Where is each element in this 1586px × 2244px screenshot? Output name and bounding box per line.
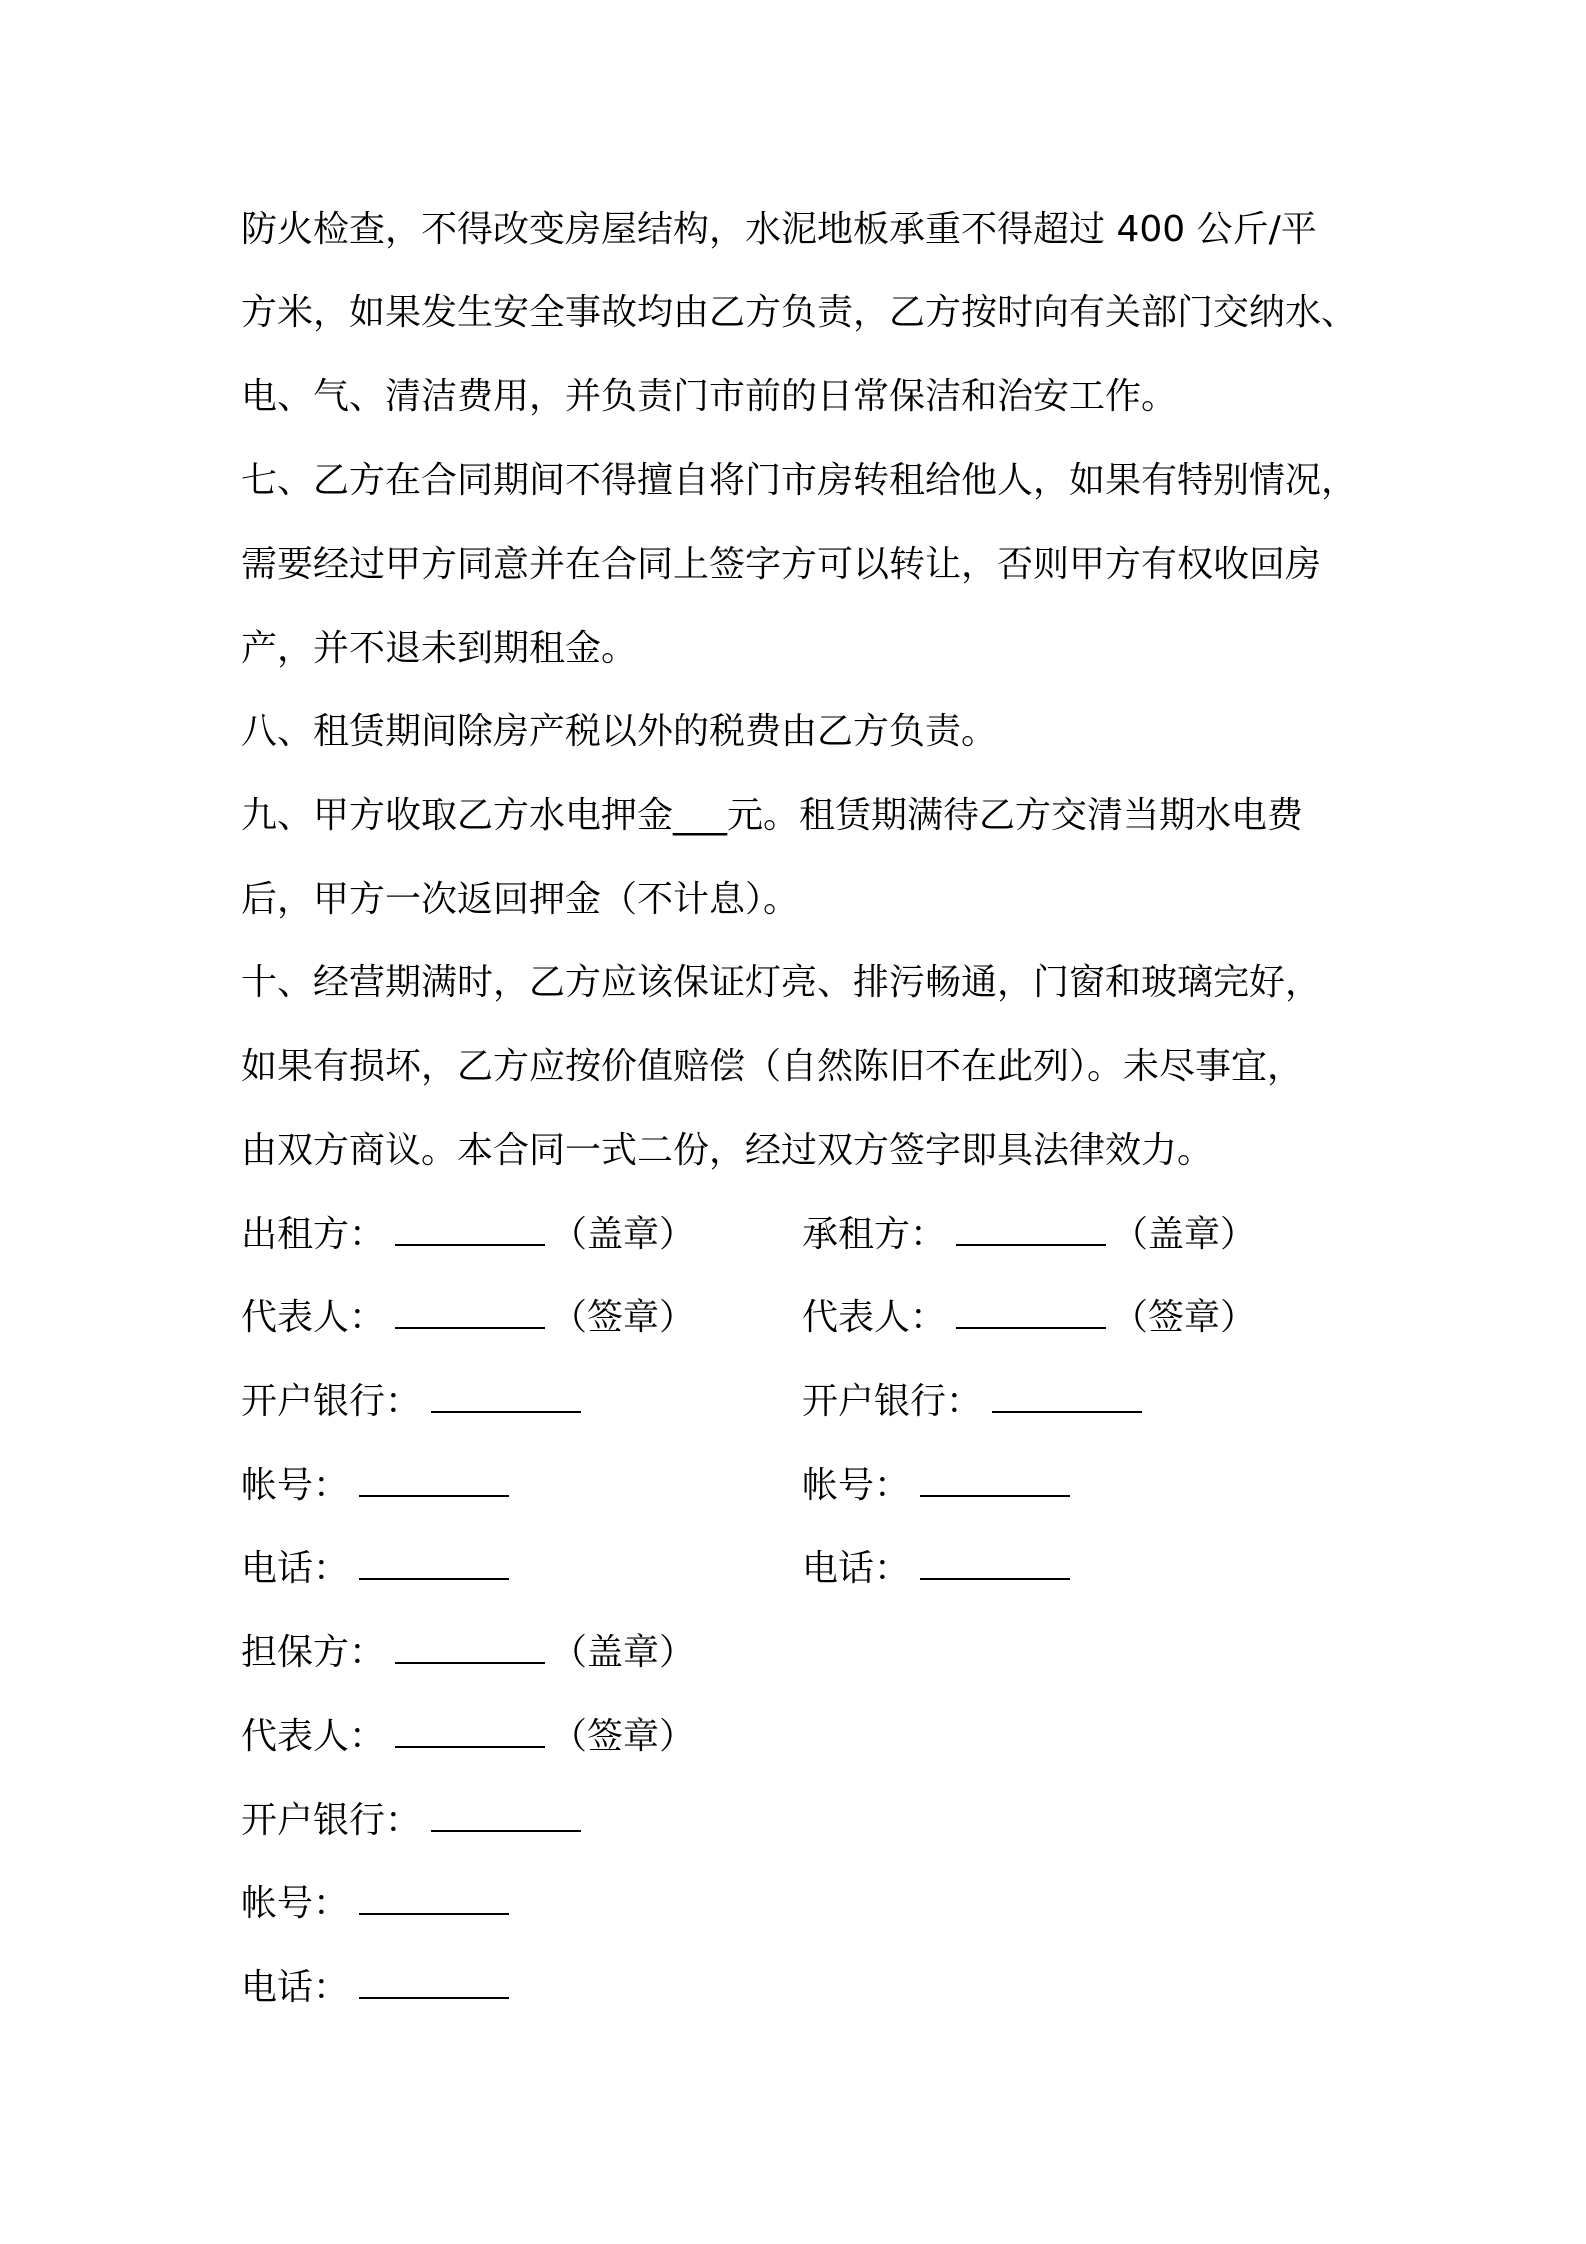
paragraph-line: 后，甲方一次返回押金（不计息）。 [241,879,800,920]
guarantor-account-field [241,1879,515,1929]
lessor-bank-field [241,1377,587,1427]
lessor-rep-blank[interactable] [395,1293,545,1329]
clause-8-line: 八、租赁期间除房产税以外的税费由乙方负责。 [241,711,998,752]
lessor-seal-note: （盖章） [551,1214,696,1255]
lessor-party-label: 出租方： [241,1214,386,1255]
clause-10-line: 十、经营期满时，乙方应该保证灯亮、排污畅通，门窗和玻璃完好， [241,962,1322,1003]
guarantor-party-label: 担保方： [241,1632,386,1673]
guarantor-phone-field [241,1963,515,2013]
lessor-account-field [241,1461,515,1511]
lessee-phone-field [802,1544,1076,1594]
lessor-party-blank[interactable] [395,1210,545,1246]
lessee-account-blank[interactable] [920,1461,1070,1497]
lessor-phone-label: 电话： [241,1548,350,1589]
guarantor-rep-field [241,1712,695,1762]
lessee-party-blank[interactable] [956,1210,1106,1246]
lessor-phone-blank[interactable] [359,1544,509,1580]
paragraph-line: 电、气、清洁费用，并负责门市前的日常保洁和治安工作。 [241,376,1178,417]
lessee-rep-blank[interactable] [956,1293,1106,1329]
guarantor-bank-blank[interactable] [431,1796,581,1832]
lessor-bank-blank[interactable] [431,1377,581,1413]
lessee-bank-field [802,1377,1148,1427]
lessor-party-field [241,1210,695,1260]
guarantor-account-label: 帐号： [241,1883,350,1924]
guarantor-bank-field [241,1796,587,1846]
lessor-bank-label: 开户银行： [241,1381,422,1422]
lessor-account-blank[interactable] [359,1461,509,1497]
lessee-party-field [802,1210,1256,1260]
lessee-seal-note: （盖章） [1112,1214,1257,1255]
guarantor-rep-blank[interactable] [395,1712,545,1748]
guarantor-rep-label: 代表人： [241,1716,386,1757]
guarantor-account-blank[interactable] [359,1879,509,1915]
lessee-account-label: 帐号： [802,1465,911,1506]
lessee-rep-label: 代表人： [802,1297,947,1338]
lessee-rep-field [802,1293,1256,1343]
lessor-phone-field [241,1544,515,1594]
guarantor-sign-note: （签章） [551,1716,696,1757]
guarantor-party-blank[interactable] [395,1628,545,1664]
guarantor-phone-label: 电话： [241,1967,350,2008]
paragraph-line: 方米，如果发生安全事故均由乙方负责，乙方按时向有关部门交纳水、 [241,292,1358,333]
guarantor-phone-blank[interactable] [359,1963,509,1999]
guarantor-seal-note: （盖章） [551,1632,696,1673]
paragraph-line: 产，并不退未到期租金。 [241,628,638,669]
paragraph-line: 防火检查，不得改变房屋结构，水泥地板承重不得超过 400 公斤/平 [241,209,1317,250]
paragraph-line: 如果有损坏，乙方应按价值赔偿（自然陈旧不在此列）。未尽事宜， [241,1046,1304,1087]
guarantor-party-field [241,1628,695,1678]
lessor-sign-note: （签章） [551,1297,696,1338]
lessor-rep-label: 代表人： [241,1297,386,1338]
lessee-party-label: 承租方： [802,1214,947,1255]
lessee-bank-label: 开户银行： [802,1381,983,1422]
paragraph-line: 需要经过甲方同意并在合同上签字方可以转让，否则甲方有权收回房 [241,544,1322,585]
lessee-phone-label: 电话： [802,1548,911,1589]
lessee-bank-blank[interactable] [992,1377,1142,1413]
lessee-account-field [802,1461,1076,1511]
lessee-phone-blank[interactable] [920,1544,1070,1580]
lessee-sign-note: （签章） [1112,1297,1257,1338]
lessor-account-label: 帐号： [241,1465,350,1506]
paragraph-line: 由双方商议。本合同一式二份，经过双方签字即具法律效力。 [241,1130,1214,1171]
lessor-rep-field [241,1293,695,1343]
guarantor-bank-label: 开户银行： [241,1800,422,1841]
clause-7-line: 七、乙方在合同期间不得擅自将门市房转租给他人，如果有特别情况， [241,460,1358,501]
clause-9-line: 九、甲方收取乙方水电押金___元。租赁期满待乙方交清当期水电费 [241,795,1304,836]
